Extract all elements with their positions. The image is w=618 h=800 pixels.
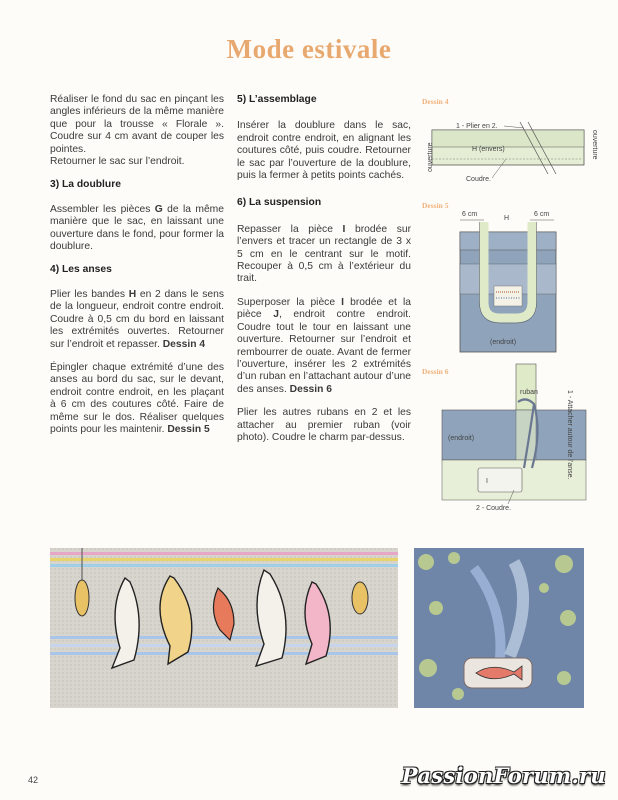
label-ouverture-right: ouverture [591,130,598,160]
section-heading: 6) La suspension [237,197,322,209]
label-6cm-right: 6 cm [534,211,550,218]
column-1 [50,94,224,447]
label-ruban: ruban [520,389,538,396]
label-coudre: 2 - Coudre. [476,505,512,512]
bag-top-band [460,232,556,250]
text: Retourner le sac sur l’endroit. [50,156,185,168]
label-6cm-left: 6 cm [462,211,478,218]
drawing-title: Dessin 5 [422,201,449,210]
text: en 2 dans le sens de la longueur, endroit contre endroit. Coudre à 0,5 cm du bord en laissant les extrémités ouvertes. Retourner sur l’endroit et repasser. [50,288,224,350]
label-endroit: (endroit) [448,435,475,442]
drawing-ref: Dessin 6 [289,383,333,395]
paragraph [50,362,224,436]
piece-ref: I [341,296,345,308]
label-i: I [486,478,488,485]
stripe [50,552,398,555]
embroidered-motif [494,286,522,306]
drawing-title: Dessin 6 [422,367,449,376]
paragraph [237,297,411,396]
text: brodée et la pièce [237,296,412,321]
drawing-title: Dessin 4 [422,97,449,106]
paragraph [50,204,224,254]
stripe [50,558,398,561]
text: Épingler chaque extrémité d’une des anses au bord du sac, sur le devant, endroit contre endroit, en les plaçant à 6 cm des coutures côté. Faire de même sur le dos. Réaliser quelques points pour les maintenir. [50,361,224,435]
label-ouverture-left: ouverture [427,142,434,172]
section-heading: 4) Les anses [50,264,112,276]
text: Insérer la doublure dans le sac, endroit contre endroit, en alignant les coutures côté, puis coudre. Retourner le sac par l’ouverture de la doublure, puis la fermer à petits points cachés. [237,120,411,182]
piece-ref: H [128,288,137,300]
text: Plier les autres rubans en 2 et les attacher au premier ruban (voir photo). Coudre le charm par-dessus. [237,407,411,443]
paragraph [237,407,411,444]
stripe [50,644,398,647]
section-heading: 5) L’assemblage [237,94,317,105]
paragraph [50,94,224,156]
stripe [50,564,398,567]
strap-half [432,130,584,147]
text: Plier les bandes [50,288,129,300]
piece-ref: G [154,203,163,215]
dessin-5 [422,201,556,352]
drawing-ref: Dessin 4 [162,338,206,350]
paragraph [237,224,411,286]
paragraph [50,289,224,351]
text: Repasser la pièce [237,223,343,235]
paragraph [50,156,224,168]
piece-ref: I [342,223,346,235]
paragraph [237,120,411,182]
page-title: Mode estivale [226,34,392,64]
text: Assembler les pièces [50,203,155,215]
charm-illustration [414,548,584,708]
text: de la même manière que le sac, en laissant une ouverture dans le fond, pour former la doublure. [50,203,224,253]
text: , endroit contre endroit. Coudre tout le tour en laissant une ouverture. Retourner sur l’endroit et rembourrer de ouate. Avant de fermer l’ouverture, insérer les 2 extrémités d’un ruban en l’attachant autour d’une des anses. [237,309,411,395]
text: Superposer la pièce [237,296,342,308]
text: brodée sur l’envers et tracer un rectangle de 3 x 5 cm en le centrant sur le motif. Recouper à 0,5 cm à l’extérieur du trait. [237,223,411,285]
stripe [50,636,398,639]
label-plier: 1 - Plier en 2. [456,123,498,130]
label-coudre: Coudre. [466,176,491,183]
embroidery-photo [50,548,398,708]
label-endroit: (endroit) [490,339,517,346]
stripe [50,652,398,655]
leader-line [504,126,524,128]
embroidery-illustration [50,548,398,708]
diagrams [420,92,610,522]
charm-photo [414,548,584,708]
label-h: H [504,215,510,222]
text: Réaliser le fond du sac en pinçant les angles inférieurs de la même manière que pour la trousse « Florale ». Coudre sur 4 cm avant de couper les pointes. [50,94,224,155]
label-attacher: 1 - Attacher autour de l’anse. [566,390,573,480]
drawing-ref: Dessin 5 [167,423,210,435]
dessin-6 [422,364,586,512]
label-h-envers: H (envers) [472,146,505,153]
page-number: 42 [28,775,39,785]
piece-ref: J [273,309,279,321]
column-2 [237,94,411,455]
watermark: PassionForum.ru [401,763,606,788]
section-heading: 3) La doublure [50,179,121,191]
dessin-4 [422,97,598,183]
charm-piece-i [478,468,522,492]
